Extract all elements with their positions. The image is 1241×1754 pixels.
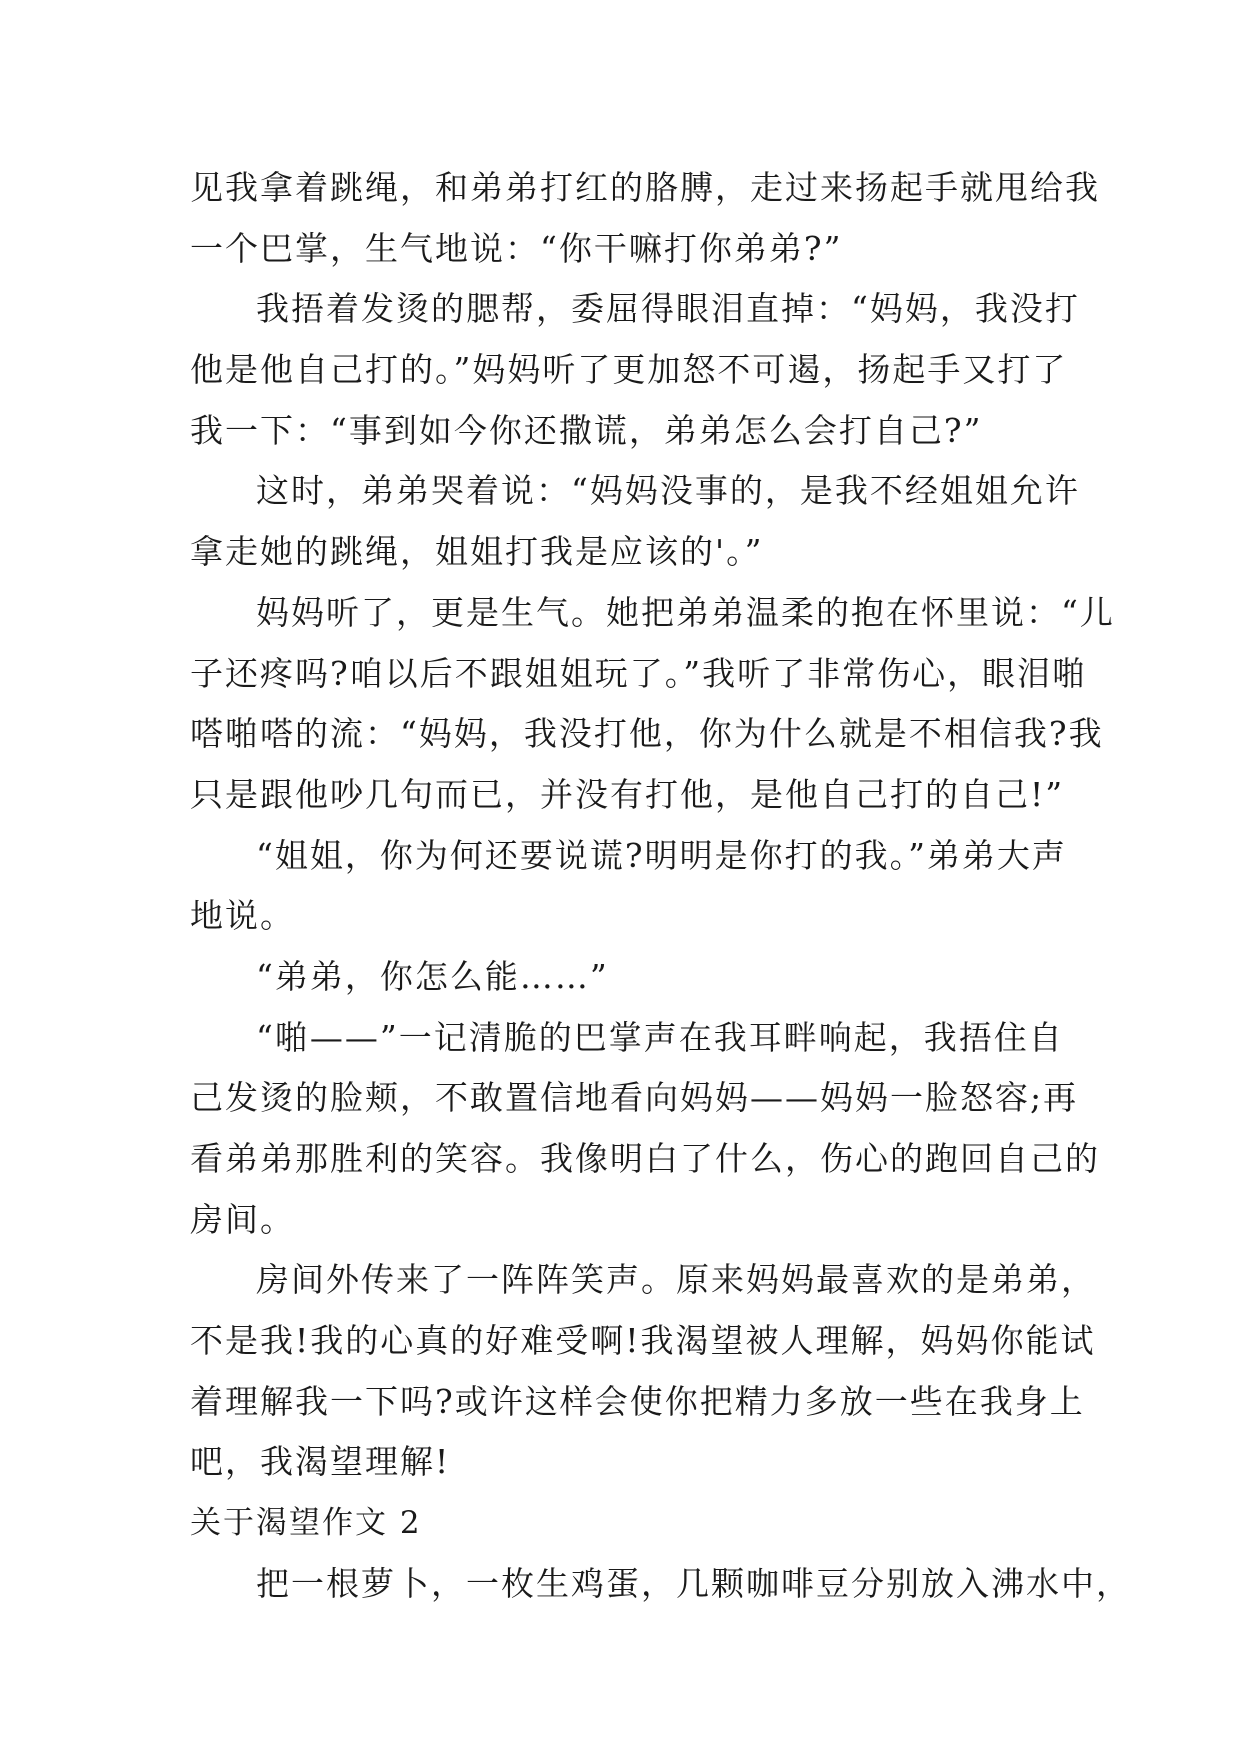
- text-line: 见我拿着跳绳，和弟弟打红的胳膊，走过来扬起手就甩给我: [190, 168, 1100, 207]
- text-line: 我捂着发烫的腮帮，委屈得眼泪直掉：“妈妈，我没打: [256, 289, 1080, 329]
- text-line: 子还疼吗?咱以后不跟姐姐玩了。”我听了非常伤心，眼泪啪: [190, 653, 1088, 693]
- essay-body: [190, 158, 1131, 1615]
- text-line: “姐姐，你为何还要说谎?明明是你打的我。”弟弟大声: [256, 835, 1067, 875]
- text-line: 房间。: [190, 1199, 295, 1239]
- text-line: 把一根萝卜，一枚生鸡蛋，几颗咖啡豆分别放入沸水中，: [256, 1563, 1131, 1603]
- section-heading: 关于渴望作文 2: [190, 1505, 422, 1542]
- text-line: 只是跟他吵几句而已，并没有打他，是他自己打的自己!”: [190, 774, 1065, 814]
- text-line: “弟弟，你怎么能……”: [256, 956, 609, 996]
- text-line: 这时，弟弟哭着说：“妈妈没事的，是我不经姐姐允许: [256, 471, 1080, 511]
- text-line: 看弟弟那胜利的笑容。我像明白了什么，伤心的跑回自己的: [190, 1139, 1100, 1178]
- text-line: 吧，我渴望理解!: [190, 1442, 451, 1482]
- text-line: 着理解我一下吗?或许这样会使你把精力多放一些在我身上: [190, 1381, 1085, 1421]
- text-line: 拿走她的跳绳，姐姐打我是应该的'。”: [190, 532, 764, 572]
- text-line: 房间外传来了一阵阵笑声。原来妈妈最喜欢的是弟弟，: [256, 1260, 1096, 1300]
- text-line: 一个巴掌，生气地说：“你干嘛打你弟弟?”: [190, 228, 843, 268]
- text-line: 妈妈听了，更是生气。她把弟弟温柔的抱在怀里说：“儿: [256, 592, 1115, 632]
- text-line: 不是我!我的心真的好难受啊!我渴望被人理解，妈妈你能试: [190, 1321, 1096, 1361]
- text-line: 地说。: [190, 896, 295, 936]
- text-line: 我一下：“事到如今你还撒谎，弟弟怎么会打自己?”: [190, 410, 983, 450]
- text-line: 己发烫的脸颊，不敢置信地看向妈妈——妈妈一脸怒容;再: [190, 1078, 1079, 1118]
- text-line: 嗒啪嗒的流：“妈妈，我没打他，你为什么就是不相信我?我: [190, 714, 1104, 754]
- text-line: 他是他自己打的。”妈妈听了更加怒不可遏，扬起手又打了: [190, 350, 1068, 390]
- text-line: “啪——”一记清脆的巴掌声在我耳畔响起，我捂住自: [256, 1017, 1064, 1057]
